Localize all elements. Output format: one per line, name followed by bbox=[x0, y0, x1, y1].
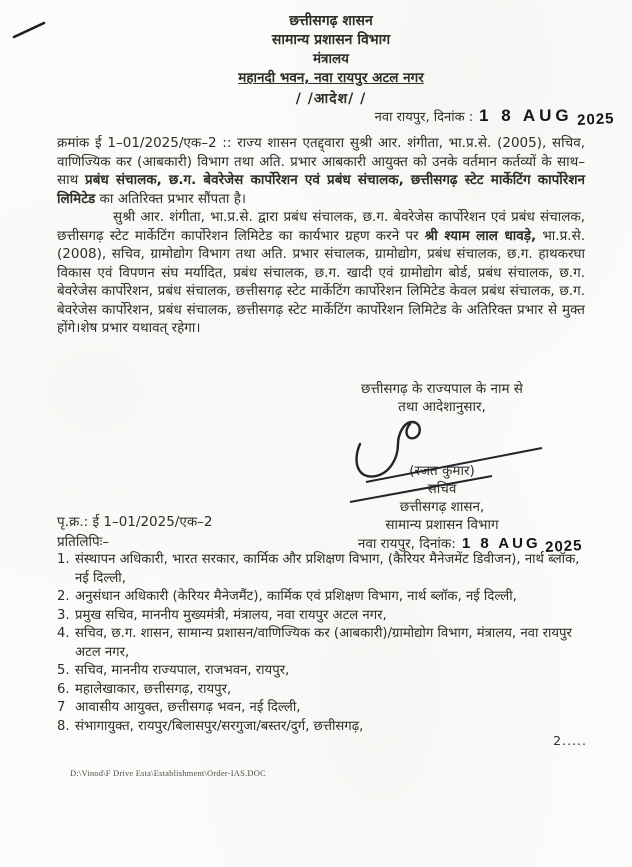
issue-date-prefix: नवा रायपुर, दिनांक : bbox=[374, 110, 474, 125]
list-item: 1. संस्थापन अधिकारी, भारत सरकार, कार्मिक और प्रशिक्षण विभाग, (कैरियर मैनेजमेंट डिवीजन), नार्थ ब्लॉक, नई दिल्ली, bbox=[57, 552, 580, 586]
date-stamp: 1 8 AUG 2025 bbox=[479, 106, 615, 129]
issue-date-line bbox=[374, 106, 615, 129]
order-paragraph-2: सुश्री आर. शंगीता, भा.प्र.से. द्वारा प्रबंध संचालक, छ.ग. बेवरेजेस कार्पोरेशन एवं प्रबंध संचालक, छत्तीसगढ़ स्टेट मार्केटिंग कार्पोरेशन लिमिटेड का कार्यभार ग्रहण करने पर श्री श्याम लाल धावड़े, भा.प्र.से. (2008), सचिव, ग्रामोद्योग विभाग तथा अति. प्रभार संचालक, ग्रामोद्योग, प्रबंध संचालक, छ.ग. हाथकरघा विकास एवं विपणन संघ मर्यादित, प्रबंध संचालक, छ.ग. खादी एवं ग्रामोद्योग बोर्ड, प्रबंध संचालक, छ.ग. बेवरेजेस कार्पोरेशन, प्रबंध संचालक, छत्तीसगढ़ स्टेट मार्केटिंग कार्पोरेशन लिमिटेड केवल प्रबंध संचालक, छ.ग. बेवरेजेस कार्पोरेशन, प्रबंध संचालक, छत्तीसगढ़ स्टेट मार्केटिंग कार्पोरेशन लिमिटेड के अतिरिक्त प्रभार से मुक्त होंगे।शेष प्रभार यथावत् रहेगा। bbox=[57, 209, 585, 336]
signatory-dept: सामान्य प्रशासन विभाग bbox=[385, 517, 499, 533]
handwritten-tick-mark bbox=[10, 14, 54, 42]
copy-to-label: प्रतिलिपिः– bbox=[57, 534, 110, 550]
govt-name: छत्तीसगढ़ शासन bbox=[289, 13, 373, 29]
list-item: 3. प्रमुख सचिव, माननीय मुख्यमंत्री, मंत्रालय, नवा रायपुर अटल नगर, bbox=[57, 607, 387, 623]
signatory-org: छत्तीसगढ़ शासन, bbox=[399, 499, 485, 515]
order-body bbox=[57, 134, 585, 338]
letterhead bbox=[70, 12, 592, 109]
signature-area bbox=[302, 416, 582, 462]
file-path-footer: D:\Vinod\F Drive Esta\Establishment\Order-IAS.DOC bbox=[70, 768, 266, 778]
signature-block bbox=[302, 380, 583, 556]
list-item: 6. महालेखाकार, छत्तीसगढ़, रायपुर, bbox=[57, 681, 232, 697]
endorsement-number: पृ.क्र.: ई 1–01/2025/एक–2 bbox=[57, 514, 213, 530]
page-continuation-marker: 2..... bbox=[553, 733, 587, 748]
ministry-name: मंत्रालय bbox=[312, 51, 349, 67]
endorsement-ref bbox=[57, 512, 213, 552]
signature-date-stamp: 1 8 AUG 2025 bbox=[461, 535, 583, 556]
department-name: सामान्य प्रशासन विभाग bbox=[271, 32, 391, 48]
signatory-designation: सचिव bbox=[427, 481, 457, 497]
bold-charge-phrase: प्रबंध संचालक, छ.ग. बेवरेजेस कार्पोरेशन एवं प्रबंध संचालक, छत्तीसगढ़ स्टेट मार्केटिंग कार्पोरेशन लिमिटेड bbox=[57, 172, 585, 207]
by-order-line-2: तथा आदेशानुसार, bbox=[398, 399, 486, 415]
list-item: 4. सचिव, छ.ग. शासन, सामान्य प्रशासन/वाणिज्यिक कर (आबकारी)/ग्रामोद्योग विभाग, मंत्रालय, नवा रायपुर अटल नगर, bbox=[57, 626, 572, 660]
office-address: महानदी भवन, नवा रायपुर अटल नगर bbox=[238, 70, 424, 86]
bold-officer-name: श्री श्याम लाल धावड़े, bbox=[424, 227, 537, 244]
list-item: 8. संभागायुक्त, रायपुर/बिलासपुर/सरगुजा/बस्तर/दुर्ग, छत्तीसगढ़, bbox=[57, 718, 364, 734]
signatory-name: (रजत कुमार) bbox=[409, 463, 475, 479]
list-item: 5. सचिव, माननीय राज्यपाल, राजभवन, रायपुर, bbox=[57, 663, 290, 678]
signature-date-prefix: नवा रायपुर, दिनांक: bbox=[357, 536, 456, 552]
list-item: 7 आवासीय आयुक्त, छत्तीसगढ़ भवन, नई दिल्ली, bbox=[57, 700, 301, 715]
order-paragraph-1: क्रमांक ई 1–01/2025/एक–2 :: राज्य शासन एतद्द्वारा सुश्री आर. शंगीता, भा.प्र.से. (2005), सचिव, वाणिज्यिक कर (आबकारी) विभाग तथा अति. प्रभार आबकारी आयुक्त को उनके वर्तमान कर्तव्यों के साथ–साथ प्रबंध संचालक, छ.ग. बेवरेजेस कार्पोरेशन एवं प्रबंध संचालक, छत्तीसगढ़ स्टेट मार्केटिंग कार्पोरेशन लिमिटेड का अतिरिक्त प्रभार सौंपता है। bbox=[57, 135, 585, 207]
list-item: 2. अनुसंधान अधिकारी (केरियर मैनेजमैंट), कार्मिक एवं प्रशिक्षण विभाग, नार्थ ब्लॉक, नई दिल्ली, bbox=[57, 589, 517, 604]
copy-to-list bbox=[57, 551, 594, 736]
by-order-line-1: छत्तीसगढ़ के राज्यपाल के नाम से bbox=[361, 381, 523, 397]
order-title: / /आदेश/ / bbox=[295, 91, 367, 107]
handwritten-signature bbox=[332, 410, 562, 506]
